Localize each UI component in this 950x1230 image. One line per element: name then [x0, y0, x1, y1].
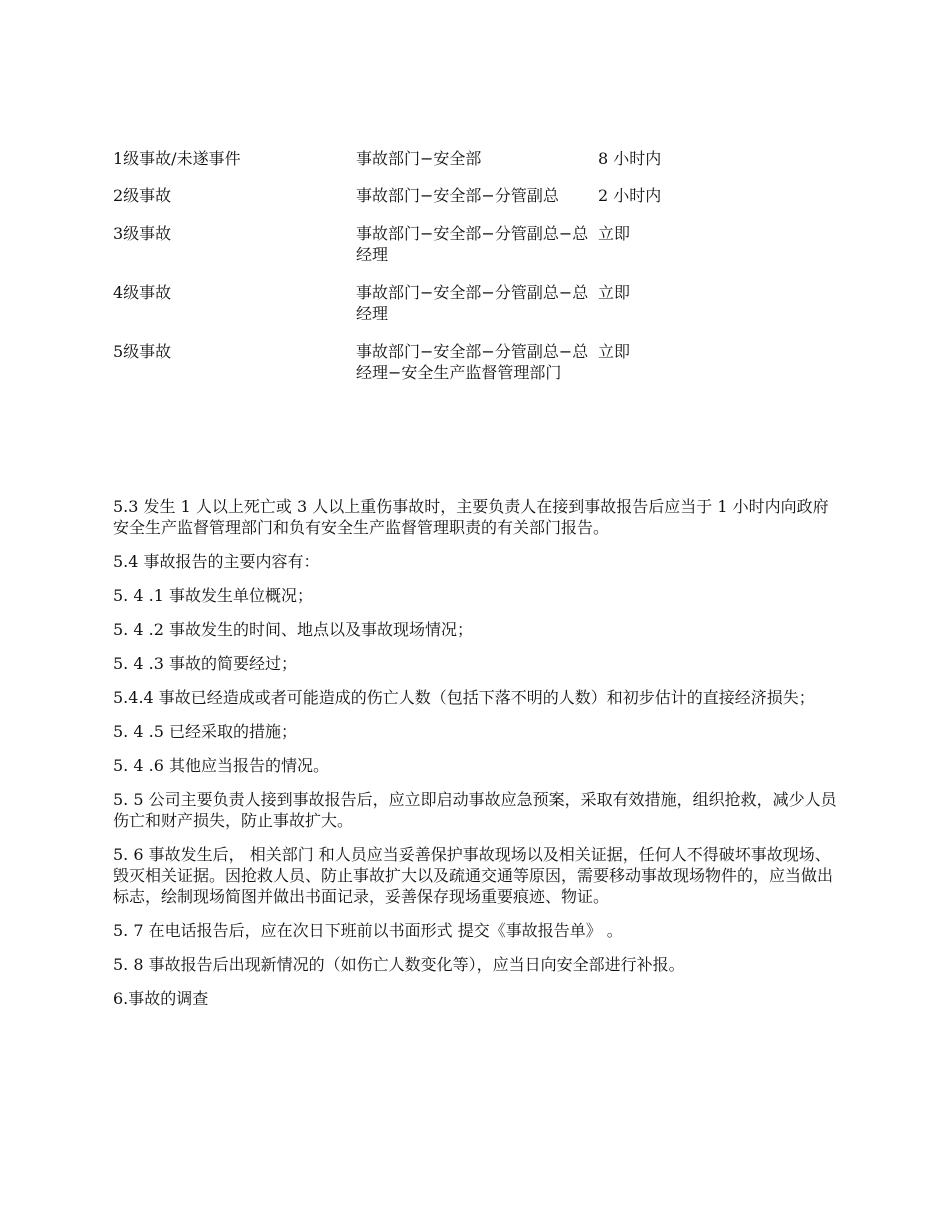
- report-chain-cell: 事故部门−安全部−分管副总−总经理−安全生产监督管理部门: [356, 342, 589, 382]
- paragraph-5-4-3: 5. 4 .3 事故的简要经过；: [113, 654, 297, 673]
- table-row: [113, 341, 838, 383]
- accident-level-cell: 3级事故: [113, 224, 172, 243]
- report-chain-cell: 事故部门−安全部: [356, 149, 482, 168]
- paragraph-5-6: 5. 6 事故发生后， 相关部门 和人员应当妥善保护事故现场以及相关证据，任何人不得破坏事故现场、毁灭相关证据。因抢救人员、防止事故扩大以及疏通交通等原因，需要移动事故现场物件的，应当做出标志，绘制现场简图并做出书面记录，妥善保存现场重要痕迹、物证。: [113, 845, 834, 906]
- paragraph-5-4-6: 5. 4 .6 其他应当报告的情况。: [113, 756, 329, 775]
- table-row: [113, 148, 838, 169]
- paragraph-5-4-5: 5. 4 .5 已经采取的措施；: [113, 722, 297, 741]
- paragraph-5-8: 5. 8 事故报告后出现新情况的（如伤亡人数变化等），应当日向安全部进行补报。: [113, 955, 685, 974]
- accident-level-cell: 2级事故: [113, 186, 172, 205]
- accident-report-table: [113, 148, 838, 383]
- accident-level-cell: 5级事故: [113, 342, 172, 361]
- paragraph-5-7: 5. 7 在电话报告后，应在次日下班前以书面形式 提交《事故报告单》 。: [113, 921, 623, 940]
- report-chain-cell: 事故部门−安全部−分管副总−总经理: [356, 224, 589, 264]
- paragraph-5-5: 5. 5 公司主要负责人接到事故报告后，应立即启动事故应急预案，采取有效措施，组织抢救，减少人员伤亡和财产损失，防止事故扩大。: [113, 790, 837, 830]
- table-row: [113, 185, 838, 206]
- report-time-cell: 立即: [598, 224, 631, 243]
- table-row: [113, 223, 838, 265]
- paragraph-5-4: 5.4 事故报告的主要内容有：: [113, 552, 320, 571]
- paragraph-5-4-1: 5. 4 .1 事故发生单位概况；: [113, 586, 313, 605]
- table-row: [113, 282, 838, 324]
- document-body: [113, 496, 838, 1022]
- report-time-cell: 8 小时内: [598, 149, 662, 168]
- report-time-cell: 立即: [598, 342, 631, 361]
- section-heading-6: 6.事故的调查: [113, 989, 209, 1008]
- report-time-cell: 立即: [598, 283, 631, 302]
- paragraph-5-4-4: 5.4.4 事故已经造成或者可能造成的伤亡人数（包括下落不明的人数）和初步估计的直接经济损失；: [113, 688, 815, 707]
- report-chain-cell: 事故部门−安全部−分管副总: [356, 186, 559, 205]
- paragraph-5-4-2: 5. 4 .2 事故发生的时间、地点以及事故现场情况；: [113, 620, 473, 639]
- paragraph-5-3: 5.3 发生 1 人以上死亡或 3 人以上重伤事故时，主要负责人在接到事故报告后应当于 1 小时内向政府安全生产监督管理部门和负有安全生产监督管理职责的有关部门报告。: [113, 497, 829, 537]
- accident-level-cell: 1级事故/未遂事件: [113, 149, 241, 168]
- report-time-cell: 2 小时内: [598, 186, 662, 205]
- report-chain-cell: 事故部门−安全部−分管副总−总经理: [356, 283, 589, 323]
- accident-level-cell: 4级事故: [113, 283, 172, 302]
